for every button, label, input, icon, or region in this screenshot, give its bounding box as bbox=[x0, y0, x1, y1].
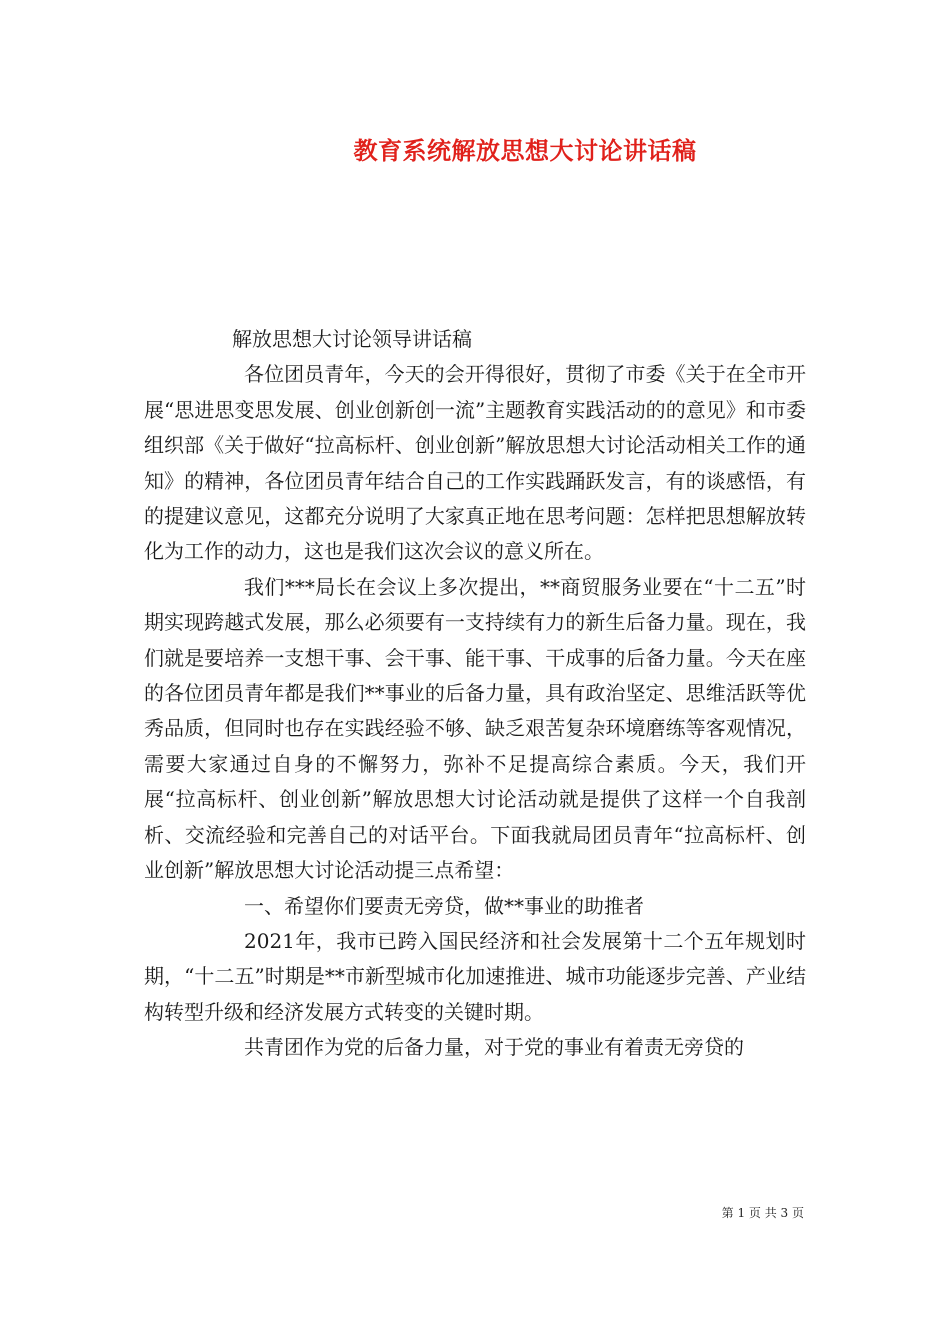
page-number: 第 1 页 共 3 页 bbox=[721, 1206, 804, 1220]
document-title: 教育系统解放思想大讨论讲话稿 bbox=[353, 136, 697, 165]
section-heading-1: 一、希望你们要责无旁贷，做**事业的助推者 bbox=[244, 893, 644, 918]
document-subtitle: 解放思想大讨论领导讲话稿 bbox=[232, 327, 472, 351]
paragraph-2: 我们***局长在会议上多次提出，**商贸服务业要在“十二五”时期实现跨越式发展，那么必须要有一支持续有力的新生后备力量。现在，我们就是要培养一支想干事、会干事、能干事、干成事的后备力量。今天在座的各位团员青年都是我们**事业的后备力量，具有政治坚定、思维活跃等优秀品质，但同时也存在实践经验不够、缺乏艰苦复杂环境磨练等客观情况，需要大家通过自身的不懈努力，弥补不足提高综合素质。今天，我们开展“拉高标杆、创业创新”解放思想大讨论活动就是提供了这样一个自我剖析、交流经验和完善自己的对话平台。下面我就局团员青年“拉高标杆、创业创新”解放思想大讨论活动提三点希望： bbox=[144, 574, 806, 883]
paragraph-4: 共青团作为党的后备力量，对于党的事业有着责无旁贷的 bbox=[244, 1035, 744, 1060]
document-body bbox=[144, 322, 806, 1066]
paragraph-1: 各位团员青年，今天的会开得很好，贯彻了市委《关于在全市开展“思进思变思发展、创业创新创一流”主题教育实践活动的的意见》和市委组织部《关于做好“拉高标杆、创业创新”解放思想大讨论活动相关工作的通知》的精神，各位团员青年结合自己的工作实践踊跃发言，有的谈感悟，有的提建议意见，这都充分说明了大家真正地在思考问题：怎样把思想解放转化为工作的动力，这也是我们这次会议的意义所在。 bbox=[144, 362, 806, 564]
paragraph-3: 2021年，我市已跨入国民经济和社会发展第十二个五年规划时期，“十二五”时期是**市新型城市化加速推进、城市功能逐步完善、产业结构转型升级和经济发展方式转变的关键时期。 bbox=[144, 928, 806, 1024]
